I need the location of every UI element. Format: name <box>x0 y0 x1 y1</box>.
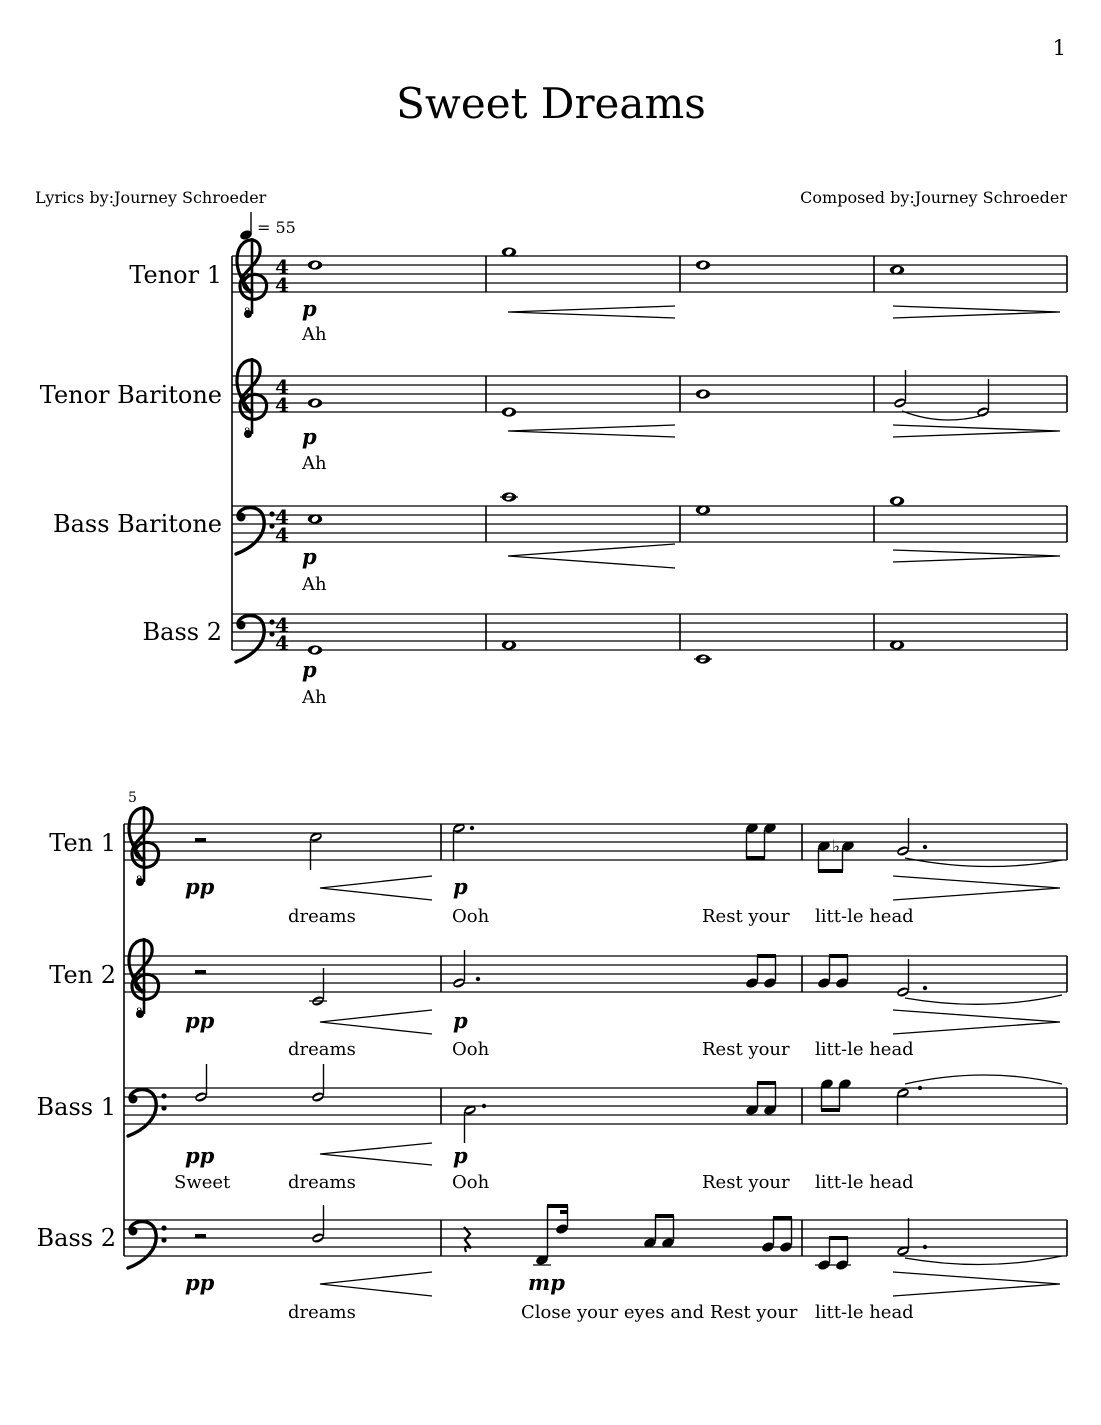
crescendo-hairpin <box>508 306 675 318</box>
staff-bass-1 <box>37 1064 1067 1193</box>
half-rest <box>195 838 206 843</box>
lyric: Ah <box>302 687 327 708</box>
svg-text:4: 4 <box>275 505 289 529</box>
decrescendo-hairpin <box>893 425 1060 437</box>
eighth-note-pair <box>745 956 777 989</box>
staff-lines <box>232 614 1067 650</box>
system-2 <box>37 790 1067 1323</box>
svg-text:4: 4 <box>275 255 289 279</box>
time-signature <box>275 613 289 655</box>
eighth-note-pair <box>820 1078 852 1110</box>
half-rest <box>195 970 206 975</box>
staff-lines <box>232 376 1067 412</box>
tempo-value: = 55 <box>257 218 296 237</box>
crescendo-hairpin <box>508 544 675 568</box>
lyric: dreams <box>288 906 356 927</box>
lyric: litt-le head <box>815 1172 914 1193</box>
lyricist-credit: Lyrics by:Journey Schroeder <box>35 188 267 207</box>
system-1 <box>40 238 1067 708</box>
whole-note <box>308 398 322 407</box>
crescendo-hairpin <box>320 1010 432 1034</box>
lyric: litt-le head <box>815 1039 914 1060</box>
lyric: Ooh <box>452 906 490 927</box>
dotted-eighth-sixteenth-pair <box>533 1206 569 1266</box>
tie <box>905 1075 1062 1084</box>
staff-lines <box>124 1088 1067 1124</box>
dynamic-marking: mp <box>528 1270 565 1295</box>
staff-lines <box>232 256 1067 292</box>
dynamic-marking: p <box>302 544 317 569</box>
svg-text:4: 4 <box>275 393 289 417</box>
dynamic-marking: p <box>453 1143 468 1168</box>
dynamic-marking: p <box>453 874 468 899</box>
whole-note <box>890 496 904 505</box>
staff-name: Ten 1 <box>49 829 116 857</box>
whole-note <box>696 389 710 398</box>
whole-note <box>502 247 516 256</box>
time-signature <box>275 375 289 417</box>
time-signature <box>275 255 289 297</box>
flat-icon: ♭ <box>832 837 841 857</box>
lyric: Ah <box>302 453 327 474</box>
decrescendo-hairpin <box>893 306 1060 318</box>
crescendo-hairpin <box>508 425 675 437</box>
staff-lines <box>124 1220 1067 1256</box>
eighth-note-pair <box>745 822 777 858</box>
decrescendo-hairpin <box>893 1272 1060 1296</box>
lyric: dreams <box>288 1302 356 1323</box>
crescendo-hairpin <box>320 1143 432 1165</box>
dynamic-marking: p <box>302 296 317 321</box>
octave-8-mark: 8 <box>136 875 143 886</box>
tempo-marking <box>239 212 296 241</box>
whole-note <box>890 640 904 649</box>
staff-tenor-1 <box>129 238 1067 345</box>
svg-text:4: 4 <box>275 631 289 655</box>
svg-text:4: 4 <box>275 523 289 547</box>
dynamic-marking: p <box>302 657 317 682</box>
lyric: litt-le head <box>815 1302 914 1323</box>
tie <box>905 1256 1062 1265</box>
staff-lines <box>124 824 1067 860</box>
composer-credit: Composed by:Journey Schroeder <box>800 188 1067 207</box>
half-note <box>311 1205 325 1244</box>
svg-text:4: 4 <box>275 273 289 297</box>
dynamic-marking: pp <box>185 1143 215 1168</box>
staff-bass-2 <box>143 613 1067 708</box>
dynamic-marking: p <box>302 424 317 449</box>
staff-bass-baritone <box>53 492 1067 595</box>
dynamic-marking: pp <box>185 874 215 899</box>
whole-note <box>696 260 710 269</box>
whole-note <box>696 505 710 514</box>
lyric: Sweet <box>174 1172 231 1193</box>
measure-number: 5 <box>128 790 137 806</box>
lyric: dreams <box>288 1172 356 1193</box>
octave-8-mark: 8 <box>136 1007 143 1018</box>
lyric: Rest your <box>702 906 790 927</box>
staff-name: Bass 1 <box>36 1093 116 1121</box>
staff-name: Tenor Baritone <box>39 381 222 409</box>
lyric: Ah <box>302 324 327 345</box>
time-signature <box>275 505 289 547</box>
whole-note <box>308 260 322 269</box>
lyric: litt-le head <box>815 906 914 927</box>
staff-tenor-baritone <box>40 358 1067 474</box>
page-number: 1 <box>1052 36 1066 60</box>
eighth-note-pair <box>817 837 855 871</box>
whole-note <box>308 514 322 523</box>
staff-lines <box>232 506 1067 542</box>
dynamic-marking: p <box>453 1008 468 1033</box>
dynamic-marking: pp <box>185 1008 215 1033</box>
eighth-note-pair <box>817 956 849 989</box>
eighth-note-pair <box>761 1218 793 1253</box>
whole-note <box>502 407 516 416</box>
quarter-rest <box>464 1227 471 1252</box>
treble-clef-icon <box>237 238 267 318</box>
treble-clef-icon <box>129 938 159 1018</box>
svg-text:4: 4 <box>275 375 289 399</box>
lyric: Ooh <box>452 1172 490 1193</box>
crescendo-hairpin <box>320 1272 432 1296</box>
lyric: Ooh <box>452 1039 490 1060</box>
lyric: dreams <box>288 1039 356 1060</box>
crescendo-hairpin <box>320 876 432 900</box>
staff-ten-2 <box>49 938 1067 1060</box>
treble-clef-icon <box>237 358 267 438</box>
lyric: Ah <box>302 574 327 595</box>
octave-8-mark: 8 <box>244 427 251 438</box>
whole-note <box>502 640 516 649</box>
staff-name: Ten 2 <box>49 961 116 989</box>
staff-name: Bass Baritone <box>52 510 222 538</box>
half-rest <box>195 1234 206 1239</box>
dynamic-marking: pp <box>185 1270 215 1295</box>
lyric: Close your eyes and Rest your <box>521 1302 798 1323</box>
whole-note <box>890 265 904 274</box>
eighth-note-pair <box>643 1216 675 1249</box>
score-title: Sweet Dreams <box>396 79 706 128</box>
staff-ten-1 <box>49 806 1067 927</box>
tie <box>905 858 1062 867</box>
decrescendo-hairpin <box>893 1010 1060 1034</box>
staff-name: Bass 2 <box>142 618 222 646</box>
treble-clef-icon <box>129 806 159 886</box>
staff-name: Bass 2 <box>36 1224 116 1252</box>
half-note <box>194 1064 208 1103</box>
tie <box>905 995 1062 1004</box>
decrescendo-hairpin <box>893 550 1060 562</box>
whole-note <box>308 645 322 654</box>
decrescendo-hairpin <box>893 876 1060 900</box>
octave-8-mark: 8 <box>244 307 251 318</box>
eighth-note-pair <box>815 1238 851 1271</box>
lyric: Rest your <box>702 1172 790 1193</box>
svg-text:4: 4 <box>275 613 289 637</box>
half-note <box>311 1064 325 1103</box>
lyric: Rest your <box>702 1039 790 1060</box>
staff-bass-2-system-2 <box>37 1205 1067 1323</box>
staff-name: Tenor 1 <box>129 261 222 289</box>
